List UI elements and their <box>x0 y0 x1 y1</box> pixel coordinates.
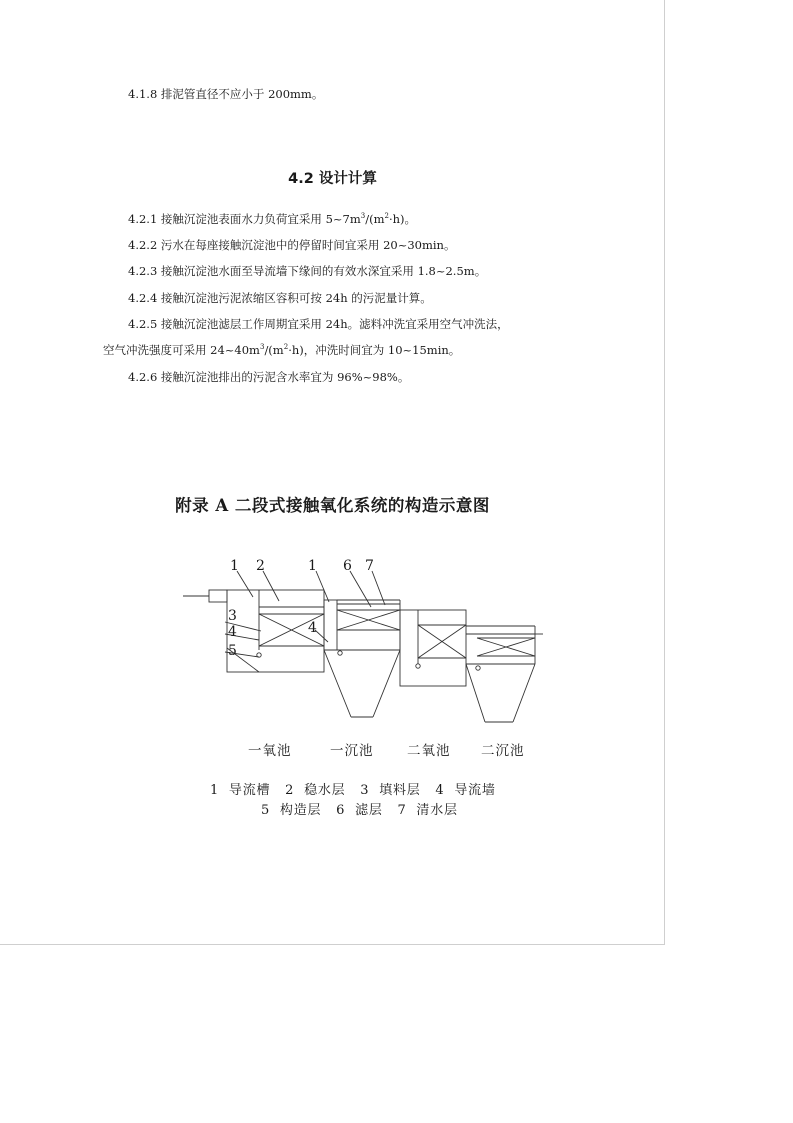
clause-4-2-5-text-b: /(m <box>264 343 284 357</box>
clause-4-2-5-line2 <box>103 345 460 357</box>
hopper-right <box>373 650 400 717</box>
marker-5: 5 <box>228 643 237 659</box>
clause-4-2-2: 4.2.2 污水在每座接触沉淀池中的停留时间宜采用 20~30min。 <box>128 238 456 252</box>
superscript: 3 <box>259 343 265 351</box>
clause-4-2-6: 4.2.6 接触沉淀池排出的污泥含水率宜为 96%~98%。 <box>128 370 410 384</box>
appendix-title: 附录 A 二段式接触氧化系统的构造示意图 <box>175 496 490 515</box>
clause-4-1-8: 4.1.8 排泥管直径不应小于 200mm。 <box>128 87 324 101</box>
caption-tank-1: 一氧池 <box>248 743 292 759</box>
hopper-left <box>324 650 351 717</box>
caption-tank-4: 二沉池 <box>481 743 525 759</box>
section-title: 4.2 设计计算 <box>288 171 377 187</box>
superscript: 2 <box>283 343 289 351</box>
treatment-system-diagram <box>175 552 555 722</box>
clause-4-2-1-text-c: ·h)。 <box>388 212 417 226</box>
marker-1: 1 <box>308 558 317 574</box>
inlet-channel <box>209 590 227 602</box>
marker-4: 4 <box>308 620 317 636</box>
clause-4-2-5-text-a: 空气冲洗强度可采用 24~40m <box>103 343 260 357</box>
clause-4-2-1-text-b: /(m <box>365 212 385 226</box>
clause-4-2-1 <box>128 214 416 226</box>
clause-4-2-5-text-c: ·h)，冲洗时间宜为 10~15min。 <box>288 343 461 357</box>
marker-7: 7 <box>365 558 374 574</box>
figure-legend-line-1: 1 导流槽 2 稳水层 3 填料层 4 导流墙 <box>210 783 496 798</box>
marker-1: 1 <box>230 558 239 574</box>
clause-4-2-3: 4.2.3 接触沉淀池水面至导流墙下缘间的有效水深宜采用 1.8~2.5m。 <box>128 264 487 278</box>
clause-4-2-1-text-a: 4.2.1 接触沉淀池表面水力负荷宜采用 5~7m <box>128 212 361 226</box>
caption-tank-3: 二氧池 <box>407 743 451 759</box>
superscript: 2 <box>384 212 389 220</box>
marker-4: 4 <box>228 624 237 640</box>
marker-2: 2 <box>256 558 265 574</box>
clause-4-2-4: 4.2.4 接触沉淀池污泥浓缩区容积可按 24h 的污泥量计算。 <box>128 291 432 305</box>
figure-legend-line-2: 5 构造层 6 滤层 7 清水层 <box>261 803 458 818</box>
marker-6: 6 <box>343 558 352 574</box>
marker-3: 3 <box>228 608 237 624</box>
caption-tank-2: 一沉池 <box>330 743 374 759</box>
clause-4-2-5-line1: 4.2.5 接触沉淀池滤层工作周期宜采用 24h。滤料冲洗宜采用空气冲洗法， <box>128 317 509 331</box>
superscript: 3 <box>360 212 366 220</box>
